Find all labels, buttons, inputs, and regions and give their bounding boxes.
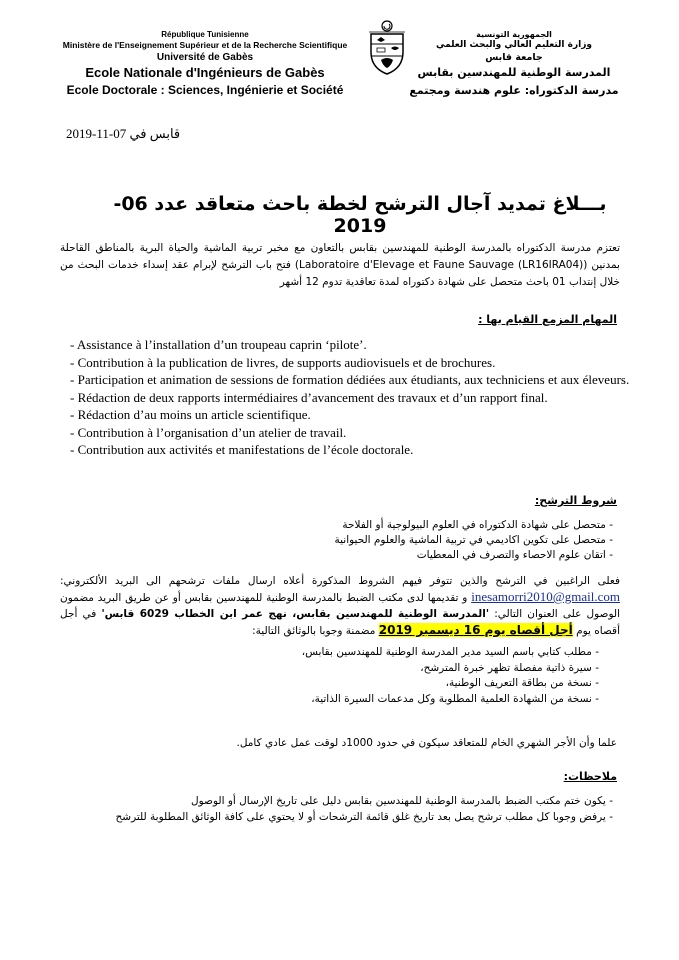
conditions-heading: شروط الترشح: [534, 494, 617, 507]
salary-note: علما وأن الأجر الشهري الخام للمتعاقد سيكون في حدود 1000د لوقت عمل عادي كامل. [236, 737, 617, 749]
apply-text-1: فعلى الراغبين في الترشح والذين تتوفر فيهم الشروط المذكورة أعلاه ارسال ملفات ترشحهم الى البريد الألكتروني: [60, 575, 620, 587]
mission-item: - Assistance à l’installation d’un troupeau caprin ‘pilote’. [70, 336, 630, 354]
document-item: - سيرة ذاتية مفصلة تظهر خبرة المترشح، [179, 661, 599, 677]
application-paragraph [60, 573, 620, 639]
document-item: - نسخة من الشهادة العلمية المطلوبة وكل مدعمات السيرة الذاتية، [179, 692, 599, 708]
notice-title: بـــلاغ تمديد آجال الترشح لخطة باحث متعاقد عدد 06-2019 [113, 193, 607, 237]
letterhead-french [60, 30, 350, 99]
required-documents-list [179, 645, 599, 707]
mission-item: - Contribution à l’organisation d’un atelier de travail. [70, 424, 630, 442]
apply-text-3: في أجل أقصاه يوم [60, 608, 620, 637]
school-fr: Ecole Nationale d'Ingénieurs de Gabès [85, 65, 325, 80]
document-item: - نسخة من بطاقة التعريف الوطنية، [179, 676, 599, 692]
conditions-list [153, 518, 613, 563]
note-item: - يكون ختم مكتب الضبط بالمدرسة الوطنية للمهندسين بقابس دليل على تاريخ الإرسال أو الوصول [53, 793, 613, 809]
university-fr: Université de Gabès [156, 52, 254, 63]
notes-heading: ملاحظات: [563, 770, 617, 783]
missions-list [70, 336, 630, 459]
deadline-highlight: أجل أقصاه يوم 16 ديسمبر 2019 [378, 623, 573, 637]
school-ar: المدرسة الوطنية للمهندسين بقابس [417, 66, 611, 79]
notes-list [53, 793, 613, 825]
intro-paragraph: تعتزم مدرسة الدكتوراه بالمدرسة الوطنية للمهندسين بقابس بالتعاون مع مخبر تربية الماشية والحياة البرية بالمناطق القاحلة بمدنين (Laboratoire d'Elevage et Faune Sauvage (LR16IRA04)) فتح باب الترشح لإبرام عقد إسداء خدمات البحث من خلال إنتداب 01 باحث متحصل على شهادة دكتوراه لمدة تعاقدية تدوم 12 أشهر [60, 242, 620, 288]
document-item: - مطلب كتابي باسم السيد مدير المدرسة الوطنية للمهندسين بقابس، [179, 645, 599, 661]
condition-item: - اتقان علوم الاحصاء والتصرف في المعطيات [153, 548, 613, 563]
condition-item: - متحصل على شهادة الدكتوراه في العلوم البيولوجية أو الفلاحة [153, 518, 613, 533]
date-line: قابس في 07-11-2019 [66, 126, 181, 141]
republic-fr: République Tunisienne [161, 30, 249, 39]
doctoral-school-ar: مدرسة الدكتوراه: علوم هندسة ومجتمع [409, 84, 619, 97]
contact-email-link[interactable]: inesamorri2010@gmail.com [471, 589, 621, 604]
mission-item: - Rédaction d’au moins un article scientifique. [70, 406, 630, 424]
missions-heading: المهام المزمع القيام بها : [478, 313, 617, 326]
university-ar: جامعة قابس [485, 52, 543, 63]
ministry-fr: Ministère de l'Enseignement Supérieur et de la Recherche Scientifique [62, 40, 348, 50]
mission-item: - Rédaction de deux rapports intermédiaires d’avancement des travaux et d’un rapport final. [70, 389, 630, 407]
ministry-ar: وزارة التعليم العالي والبحث العلمي [435, 40, 593, 50]
note-item: - يرفض وجوبا كل مطلب ترشح يصل بعد تاريخ غلق قائمة الترشحات أو لا يحتوي على كافة الوثائق المطلوبة للترشح [53, 809, 613, 825]
apply-text-2: و تقديمها لدى مكتب الضبط بالمدرسة الوطنية للمهندسين بقابس أو عن طريق البريد مضمون الوصول على العنوان التالي: [60, 592, 620, 620]
apply-text-4: مضمنة وجوبا بالوثائق التالية: [252, 625, 376, 637]
letterhead-arabic [399, 30, 629, 99]
republic-ar: الجمهورية التونسية [476, 30, 552, 39]
doctoral-school-fr: Ecole Doctorale : Sciences, Ingénierie et Société [66, 83, 344, 97]
mission-item: - Participation et animation de sessions de formation dédiées aux étudiants, aux techniciens et aux éleveurs. [70, 371, 630, 389]
condition-item: - متحصل على تكوين اكاديمي في تربية الماشية والعلوم الحيوانية [153, 533, 613, 548]
mission-item: - Contribution à la publication de livres, de supports audiovisuels et de brochures. [70, 354, 630, 372]
mailing-address: 'المدرسة الوطنية للمهندسين بقابس، نهج عمر ابن الخطاب 6029 قابس' [101, 608, 490, 620]
mission-item: - Contribution aux activités et manifestations de l’école doctorale. [70, 441, 630, 459]
